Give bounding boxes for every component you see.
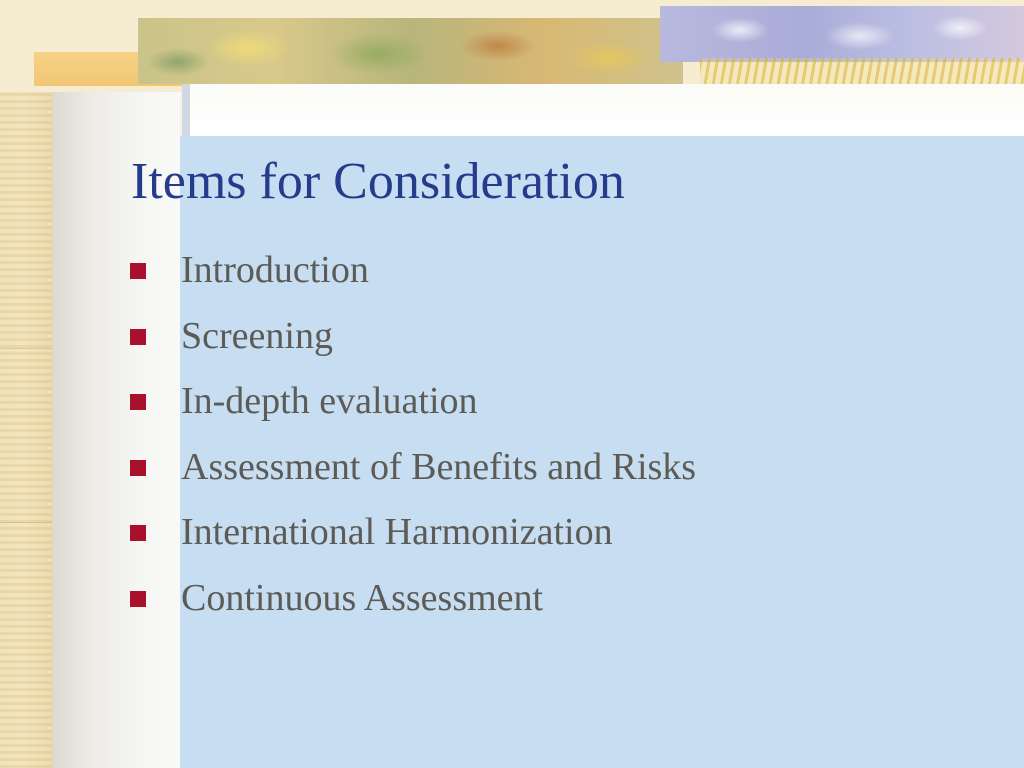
- bullet-text: Screening: [181, 314, 333, 357]
- bullet-list: [130, 247, 696, 641]
- decorative-banner: [0, 0, 1024, 92]
- title-backdrop: [190, 84, 1024, 136]
- bullet-text: Continuous Assessment: [181, 576, 544, 619]
- bullet-text: International Harmonization: [181, 511, 613, 554]
- square-bullet-icon: [130, 525, 146, 541]
- parchment-seam: [0, 348, 52, 349]
- bullet-item: [130, 378, 696, 444]
- square-bullet-icon: [130, 460, 146, 476]
- title-backdrop-edge: [182, 84, 190, 136]
- parchment-strip: [0, 0, 52, 768]
- golden-grass-image: [700, 58, 1024, 84]
- bullet-item: [130, 313, 696, 379]
- square-bullet-icon: [130, 591, 146, 607]
- square-bullet-icon: [130, 394, 146, 410]
- bullet-text: In-depth evaluation: [181, 380, 478, 423]
- bullet-item: [130, 575, 696, 641]
- square-bullet-icon: [130, 329, 146, 345]
- slide-title: Items for Consideration: [131, 153, 625, 210]
- square-bullet-icon: [130, 263, 146, 279]
- bullet-item: [130, 247, 696, 313]
- parchment-seam: [0, 522, 52, 523]
- bullet-text: Assessment of Benefits and Risks: [181, 445, 697, 488]
- bullet-item: [130, 444, 696, 510]
- autumn-leaves-image: [138, 18, 683, 84]
- flowers-image: [660, 6, 1024, 62]
- bullet-text: Introduction: [181, 249, 369, 291]
- bullet-item: [130, 509, 696, 575]
